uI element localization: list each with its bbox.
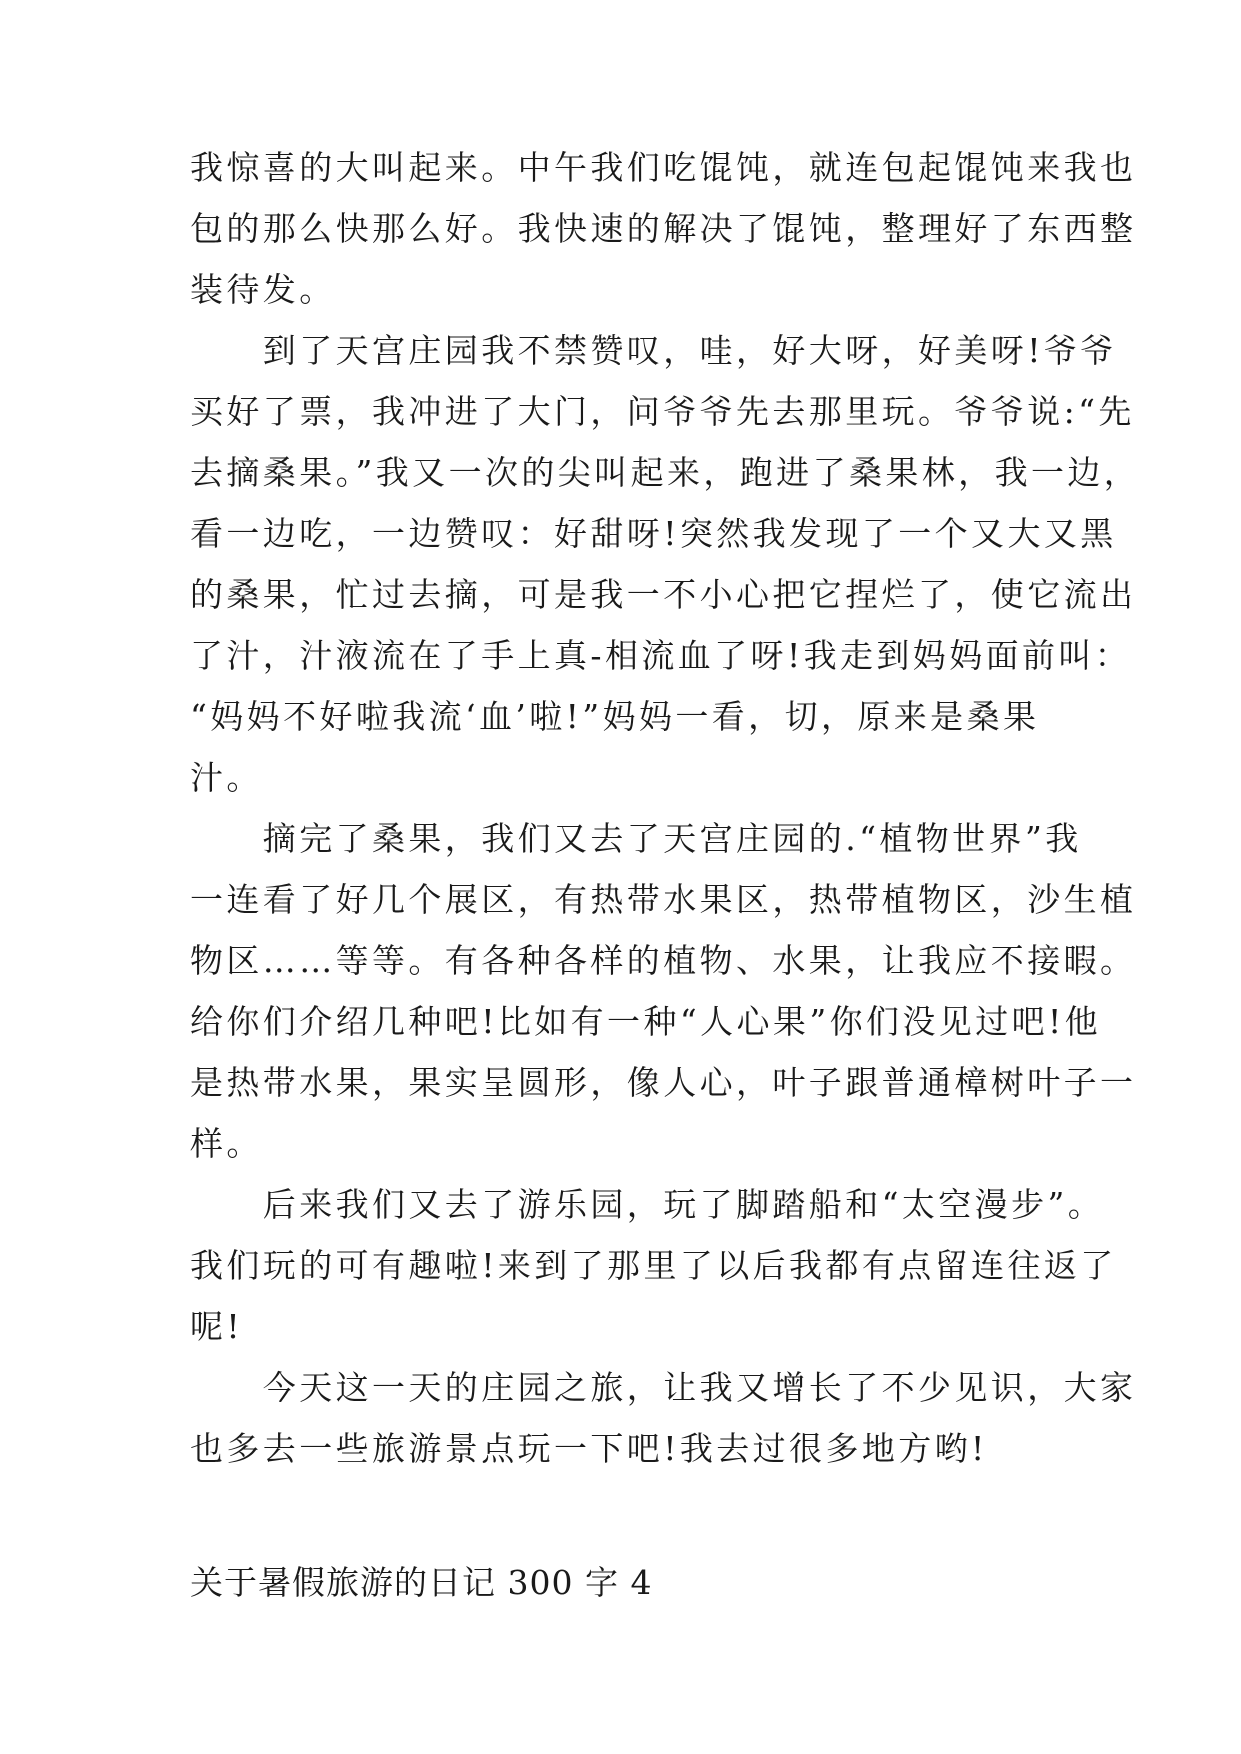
text-line: 我惊喜的大叫起来。中午我们吃馄饨，就连包起馄饨来我也 <box>190 148 1137 187</box>
text-line: 摘完了桑果，我们又去了天宫庄园的.“植物世界”我 <box>190 819 1082 858</box>
text-line: 装待发。 <box>190 270 336 309</box>
text-line: 也多去一些旅游景点玩一下吧!我去过很多地方哟! <box>190 1429 988 1468</box>
text-line: 我们玩的可有趣啦!来到了那里了以后我都有点留连往返了 <box>190 1246 1117 1285</box>
text-line: 了汁，汁液流在了手上真-相流血了呀!我走到妈妈面前叫： <box>190 636 1132 675</box>
text-line: 去摘桑果。”我又一次的尖叫起来，跑进了桑果林，我一边， <box>190 453 1141 492</box>
text-line: 后来我们又去了游乐园，玩了脚踏船和“太空漫步”。 <box>190 1185 1105 1224</box>
text-line: 给你们介绍几种吧!比如有一种“人心果”你们没见过吧!他 <box>190 1002 1102 1041</box>
text-line: 呢! <box>190 1307 244 1346</box>
text-line: 到了天宫庄园我不禁赞叹，哇，好大呀，好美呀!爷爷 <box>190 331 1117 370</box>
text-line: 看一边吃，一边赞叹：好甜呀!突然我发现了一个又大又黑 <box>190 514 1117 553</box>
text-line: 今天这一天的庄园之旅，让我又增长了不少见识，大家 <box>190 1368 1137 1407</box>
section-heading: 关于暑假旅游的日记 300 字 4 <box>190 1563 653 1602</box>
text-line: 买好了票，我冲进了大门，问爷爷先去那里玩。爷爷说:“先 <box>190 392 1135 431</box>
text-line: 是热带水果，果实呈圆形，像人心，叶子跟普通樟树叶子一 <box>190 1063 1137 1102</box>
text-line: 包的那么快那么好。我快速的解决了馄饨，整理好了东西整 <box>190 209 1137 248</box>
text-line: 汁。 <box>190 758 263 797</box>
text-line: 物区……等等。有各种各样的植物、水果，让我应不接暇。 <box>190 941 1137 980</box>
text-line: 样。 <box>190 1124 263 1163</box>
text-line: 一连看了好几个展区，有热带水果区，热带植物区，沙生植 <box>190 880 1137 919</box>
text-line: 的桑果，忙过去摘，可是我一不小心把它捏烂了，使它流出 <box>190 575 1137 614</box>
text-line: “妈妈不好啦我流‘血’啦!”妈妈一看，切，原来是桑果 <box>190 697 1040 736</box>
